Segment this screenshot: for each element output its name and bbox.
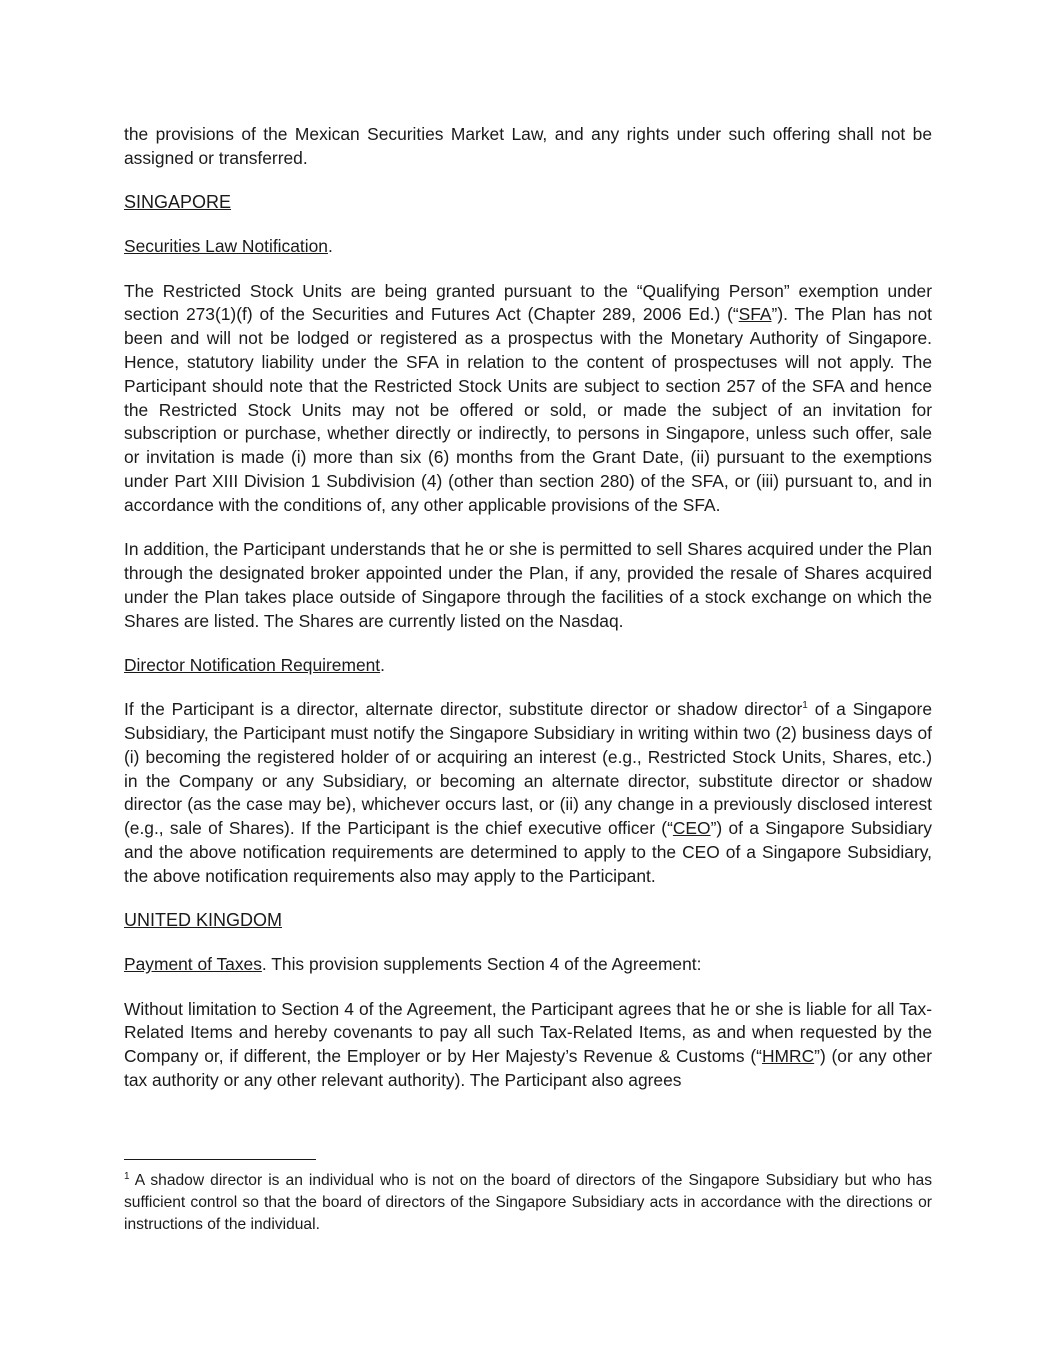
subheading-securities-law: Securities Law Notification. xyxy=(124,236,333,257)
paragraph-resale: In addition, the Participant understands that he or she is permitted to sell Shares acquired under the Plan through the designated broker appointed under the Plan, if any, provided the resale of Shares acquired under the Plan takes place outside of Singapore through the facilities of a stock exchange on which the Shares are listed. The Shares are currently listed on the Nasdaq. xyxy=(124,539,932,631)
subheading-director-notification: Director Notification Requirement. xyxy=(124,654,385,675)
continuation-paragraph: the provisions of the Mexican Securities Market Law, and any rights under such offering shall not be assigned or transferred. xyxy=(124,124,932,168)
footnote-reference[interactable]: 1 xyxy=(802,700,808,712)
defined-term-sfa: SFA xyxy=(738,304,772,325)
footnote-text: A shadow director is an individual who is not on the board of directors of the Singapore Subsidiary but who has sufficient control so that the board of directors of the Singapore Subsidiary acts in accordance with the directions or instructions of the individual. xyxy=(124,1172,932,1233)
defined-term-ceo: CEO xyxy=(672,818,711,839)
section-heading-united-kingdom: UNITED KINGDOM xyxy=(124,910,283,931)
footnote-number: 1 xyxy=(124,1170,130,1182)
paragraph-tax-liability: Without limitation to Section 4 of the Agreement, the Participant agrees that he or she is liable for all Tax-Related Items and hereby covenants to pay all such Tax-Related Items, as and when requested by the Company or, if different, the Employer or by Her Majesty’s Revenue & Customs (“HMRC”) (or any other tax authority or any other relevant authority). The Participant also agrees xyxy=(124,998,933,1090)
securities-law-title: Securities Law Notification xyxy=(124,236,328,257)
director-notification-title: Director Notification Requirement xyxy=(124,654,381,675)
subheading-payment-of-taxes: Payment of Taxes. This provision supplements Section 4 of the Agreement: xyxy=(124,954,702,975)
payment-of-taxes-title: Payment of Taxes xyxy=(124,954,262,975)
footnote-separator xyxy=(124,1159,316,1160)
paragraph-director-notification: If the Participant is a director, alternate director, substitute director or shadow director$^1$ of a Singapore Subsidiary, the Participant must notify the Singapore Subsidiary in writing within two (2) business days of (i) becoming the registered holder of or acquiring an interest (e.g., Restricted Stock Units, Shares, etc.) in the Company or any Subsidiary, or becoming an alternate director, substitute director or shadow director (as the case may be), whichever occurs last, or (ii) any change in a previously disclosed interest (e.g., sale of Shares). If the Participant is the chief executive officer (“CEO”) of a Singapore Subsidiary and the above notification requirements are determined to apply to the CEO of a Singapore Subsidiary, the above notification requirements also may apply to the Participant. xyxy=(124,699,932,886)
document-page xyxy=(124,123,932,1093)
paragraph-securities-law: The Restricted Stock Units are being granted pursuant to the “Qualifying Person” exemption under section 273(1)(f) of the Securities and Futures Act (Chapter 289, 2006 Ed.) (“SFA”). The Plan has not been and will not be lodged or registered as a prospectus with the Monetary Authority of Singapore. Hence, statutory liability under the SFA in relation to the content of prospectuses will not apply. The Participant should note that the Restricted Stock Units are subject to section 257 of the SFA and hence the Restricted Stock Units may not be offered or sold, or made the subject of an invitation for subscription or purchase, whether directly or indirectly, to persons in Singapore, unless such offer, sale or invitation is made (i) more than six (6) months from the Grant Date, (ii) pursuant to the exemptions under Part XIII Division 1 Subdivision (4) (other than section 280) of the SFA, or (iii) pursuant to, and in accordance with the conditions of, any other applicable provisions of the SFA. xyxy=(124,280,932,515)
footnote xyxy=(124,1170,932,1236)
section-heading-singapore: SINGAPORE xyxy=(124,192,232,213)
defined-term-hmrc: HMRC xyxy=(761,1046,815,1067)
